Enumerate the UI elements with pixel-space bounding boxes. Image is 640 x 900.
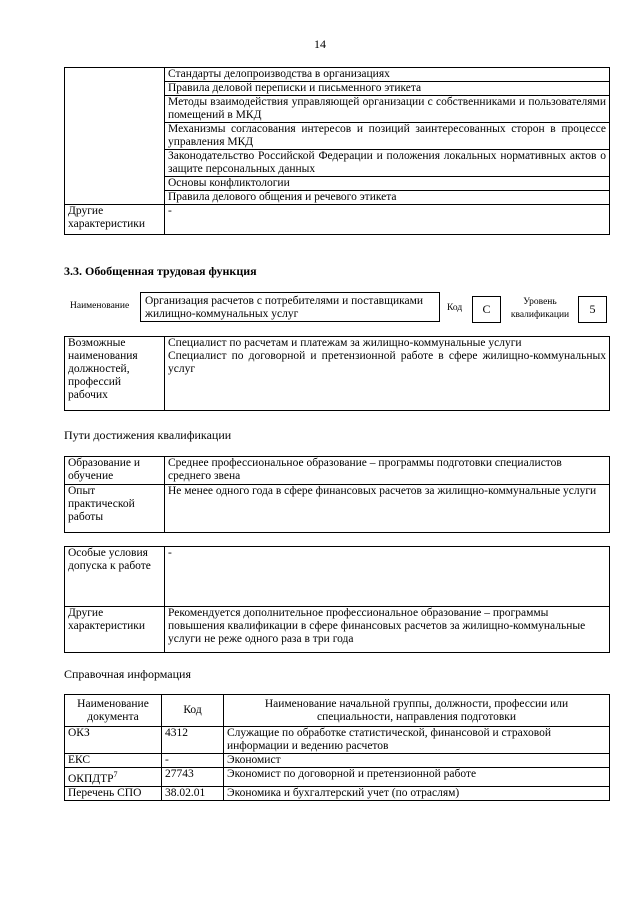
experience-value: Не менее одного года в сфере финансовых расчетов за жилищно-коммунальные услуги — [165, 485, 610, 533]
gtf-code-value: C — [472, 296, 501, 323]
table-row — [65, 754, 610, 768]
code-cell: - — [162, 754, 224, 768]
code-label: Код — [447, 303, 463, 313]
code-cell: 4312 — [162, 727, 224, 754]
special-conditions-value: - — [165, 547, 610, 607]
qual-paths-title: Пути достижения квалификации — [64, 428, 232, 442]
special-conditions-label: Особые условия допуска к работе — [65, 547, 165, 607]
knowledge-item: Методы взаимодействия управляющей организации с собственниками и пользователями помещений в МКД — [165, 96, 610, 123]
knowledge-item: Правила делового общения и речевого этикета — [165, 191, 610, 205]
doc-cell: ЕКС — [65, 754, 162, 768]
table-row — [65, 768, 610, 787]
doc-cell — [65, 768, 162, 787]
position-line: Специалист по расчетам и платежам за жилищно-коммунальные услуги — [168, 337, 522, 349]
section-heading: 3.3. Обобщенная трудовая функция — [64, 264, 257, 278]
experience-label: Опыт практической работы — [65, 485, 165, 533]
positions-table — [64, 336, 610, 411]
knowledge-item: Основы конфликтологии — [165, 177, 610, 191]
doc-cell: ОКЗ — [65, 727, 162, 754]
code-cell: 38.02.01 — [162, 786, 224, 800]
other-characteristics-label: Другие характеристики — [65, 205, 165, 235]
gtf-name-value: Организация расчетов с потребителями и поставщиками жилищно-коммунальных услуг — [140, 292, 440, 322]
doc-cell: Перечень СПО — [65, 786, 162, 800]
position-line: Специалист по договорной и претензионной работе в сфере жилищно-коммунальных услуг — [168, 350, 606, 375]
name-cell: Служащие по обработке статистической, финансовой и страховой информации и ведению расчетов — [224, 727, 610, 754]
special-conditions-table — [64, 546, 610, 653]
education-label: Образование и обучение — [65, 457, 165, 485]
positions-value — [165, 337, 610, 411]
knowledge-table — [64, 67, 610, 235]
other-characteristics-value: - — [165, 205, 610, 235]
footnote-mark: 7 — [113, 770, 118, 779]
table-row — [65, 727, 610, 754]
name-cell: Экономика и бухгалтерский учет (по отраслям) — [224, 786, 610, 800]
name-cell: Экономист — [224, 754, 610, 768]
page-number: 14 — [314, 37, 326, 51]
header-code: Код — [162, 695, 224, 727]
knowledge-item: Стандарты делопроизводства в организациях — [165, 68, 610, 82]
level-label: Уровень квалификации — [510, 297, 570, 320]
doc-name: ОКПДТР — [68, 772, 114, 785]
gtf-level-value: 5 — [578, 296, 607, 323]
name-cell: Экономист по договорной и претензионной работе — [224, 768, 610, 787]
empty-cell — [65, 68, 165, 205]
reference-title: Справочная информация — [64, 667, 191, 681]
knowledge-item: Законодательство Российской Федерации и положения локальных нормативных актов о защите персональных данных — [165, 150, 610, 177]
name-label: Наименование — [70, 301, 130, 311]
qualification-table — [64, 456, 610, 533]
header-document: Наименование документа — [65, 695, 162, 727]
positions-label: Возможные наименования должностей, профессий рабочих — [65, 337, 165, 411]
header-name: Наименование начальной группы, должности, профессии или специальности, направления подготовки — [224, 695, 610, 727]
other-characteristics-value: Рекомендуется дополнительное профессиональное образование – программы повышения квалификации в сфере финансовых расчетов за жилищно-коммунальные услуги не реже одного раза в три года — [165, 607, 610, 653]
other-characteristics-label: Другие характеристики — [65, 607, 165, 653]
reference-table — [64, 694, 610, 801]
table-row — [65, 786, 610, 800]
education-value: Среднее профессиональное образование – программы подготовки специалистов среднего звена — [165, 457, 610, 485]
knowledge-item: Механизмы согласования интересов и позиций заинтересованных сторон в процессе управления МКД — [165, 123, 610, 150]
code-cell: 27743 — [162, 768, 224, 787]
knowledge-item: Правила деловой переписки и письменного этикета — [165, 82, 610, 96]
